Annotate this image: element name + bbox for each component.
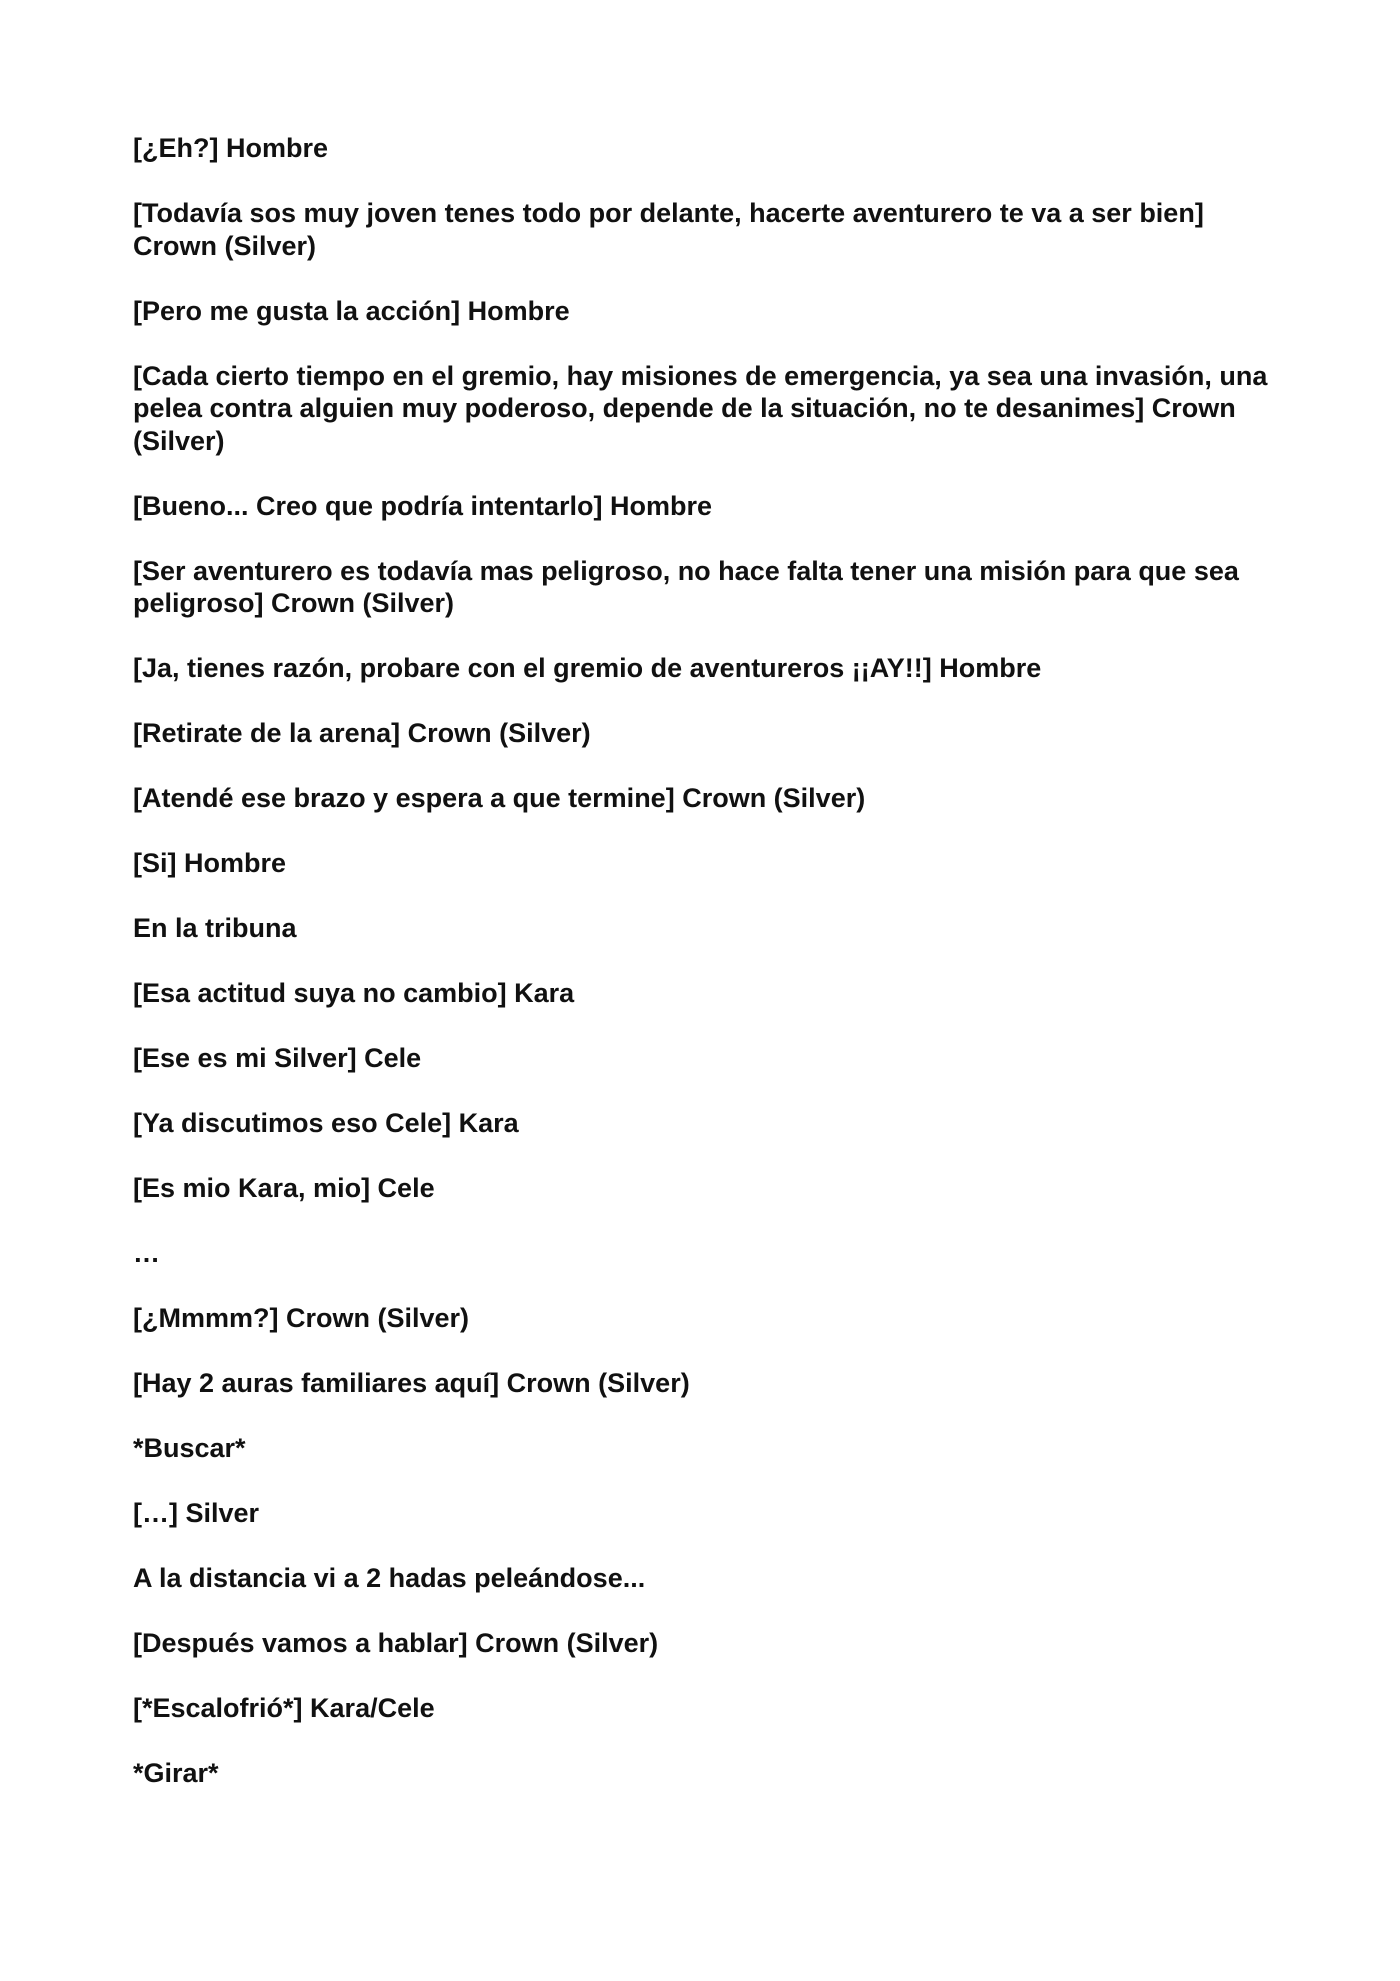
dialogue-line: [Cada cierto tiempo en el gremio, hay misiones de emergencia, ya sea una invasión, una pelea contra alguien muy poderoso, depende de la situación, no te desanimes] Crown (Silver)	[133, 360, 1268, 456]
dialogue-line: [Pero me gusta la acción] Hombre	[133, 295, 570, 326]
dialogue-line: [Ja, tienes razón, probare con el gremio de aventureros ¡¡AY!!] Hombre	[133, 653, 1042, 683]
dialogue-line: [Todavía sos muy joven tenes todo por delante, hacerte aventurero te va a ser bien] Crown (Silver)	[133, 198, 1204, 261]
dialogue-line: [Hay 2 auras familiares aquí] Crown (Silver)	[133, 1368, 690, 1398]
dialogue-line: [*Escalofrió*] Kara/Cele	[133, 1693, 435, 1723]
dialogue-line: [¿Mmmm?] Crown (Silver)	[133, 1303, 470, 1333]
dialogue-line: [Ser aventurero es todavía mas peligroso, no hace falta tener una misión para que sea peligroso] Crown (Silver)	[133, 555, 1239, 618]
document-body	[133, 132, 1293, 1822]
dialogue-line: […] Silver	[133, 1498, 260, 1528]
dialogue-line: [Ese es mi Silver] Cele	[133, 1043, 422, 1073]
scene-note: En la tribuna	[133, 913, 297, 943]
dialogue-line: [Esa actitud suya no cambio] Kara	[133, 978, 575, 1008]
dialogue-line: [Si] Hombre	[133, 848, 287, 878]
dialogue-line: [Es mio Kara, mio] Cele	[133, 1173, 435, 1203]
dialogue-line: [¿Eh?] Hombre	[133, 133, 328, 163]
action-note: *Buscar*	[133, 1433, 246, 1463]
dialogue-line: [Atendé ese brazo y espera a que termine] Crown (Silver)	[133, 783, 866, 813]
dialogue-line: [Después vamos a hablar] Crown (Silver)	[133, 1628, 659, 1658]
action-note: *Girar*	[133, 1758, 219, 1788]
narration-line: A la distancia vi a 2 hadas peleándose...	[133, 1563, 646, 1593]
ellipsis-break: …	[133, 1238, 160, 1268]
dialogue-line: [Bueno... Creo que podría intentarlo] Hombre	[133, 490, 713, 521]
dialogue-line: [Retirate de la arena] Crown (Silver)	[133, 718, 591, 748]
dialogue-line: [Ya discutimos eso Cele] Kara	[133, 1108, 519, 1138]
